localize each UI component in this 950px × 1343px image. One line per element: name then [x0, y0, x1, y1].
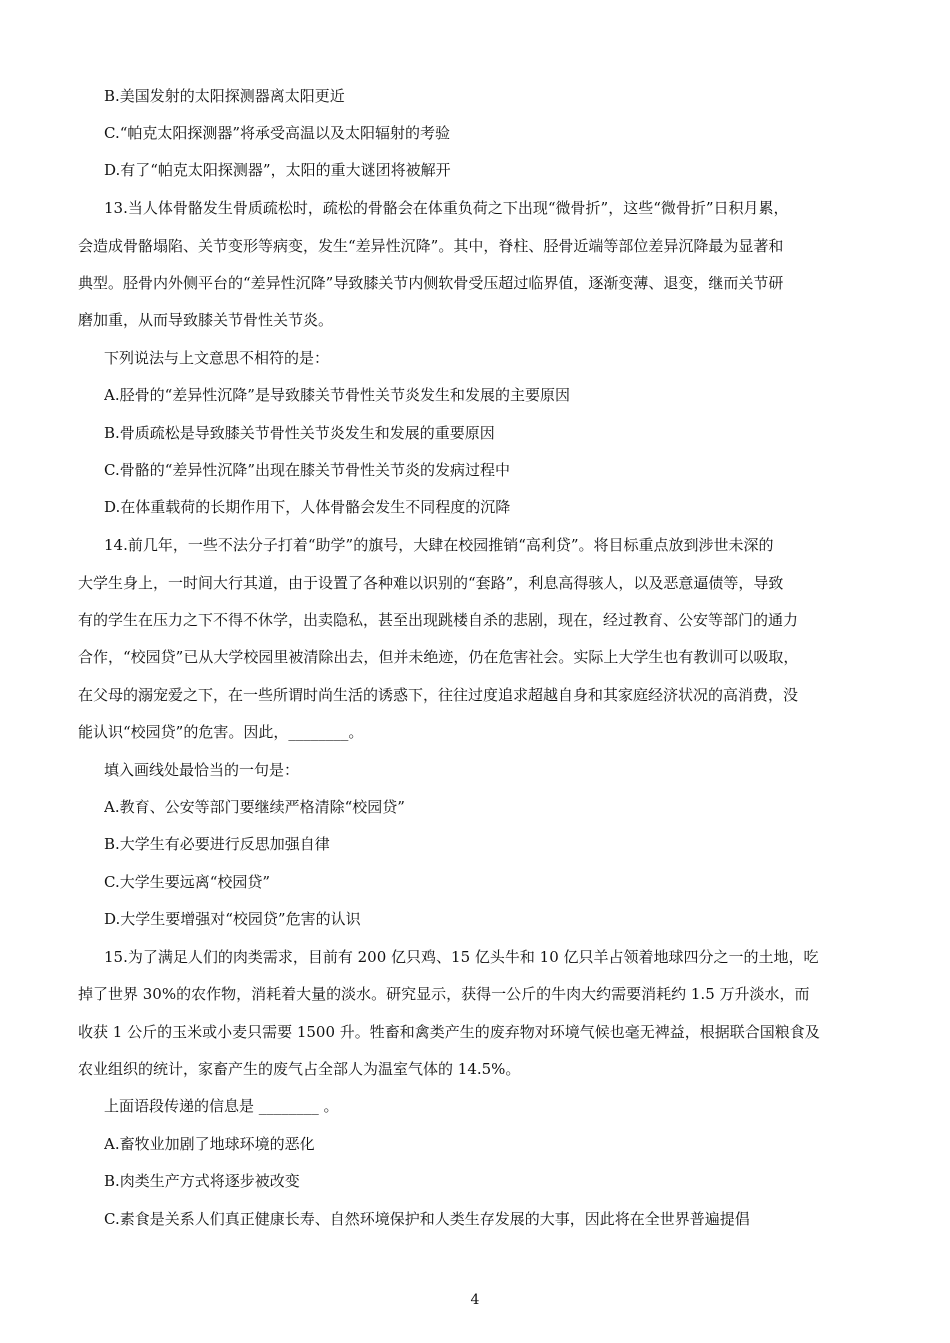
q13-text-line: 会造成骨骼塌陷、关节变形等病变，发生“差异性沉降”。其中，脊柱、胫骨近端等部位差异沉降最为显著和: [78, 237, 784, 255]
option-d-q12: D.有了“帕克太阳探测器”，太阳的重大谜团将被解开: [104, 161, 451, 179]
option-a-q13: A.胫骨的“差异性沉降”是导致膝关节骨性关节炎发生和发展的主要原因: [104, 386, 570, 404]
option-b-q12: B.美国发射的太阳探测器离太阳更近: [104, 87, 345, 105]
q14-text-line: 14.前几年，一些不法分子打着“助学”的旗号，大肆在校园推销“高利贷”。将目标重点放到涉世未深的: [104, 536, 774, 554]
option-a-q15: A.畜牧业加剧了地球环境的恶化: [104, 1135, 315, 1153]
page-number: 4: [470, 1292, 480, 1308]
q13-text-line: 磨加重，从而导致膝关节骨性关节炎。: [78, 311, 334, 329]
q15-text-line: 农业组织的统计，家畜产生的废气占全部人为温室气体的 14.5%。: [78, 1060, 521, 1078]
q13-text-line: 典型。胫骨内外侧平台的“差异性沉降”导致膝关节内侧软骨受压超过临界值，逐渐变薄、退变，继而关节研: [78, 274, 784, 292]
q15-text-line: 收获 1 公斤的玉米或小麦只需要 1500 升。牲畜和禽类产生的废弃物对环境气候也毫无裨益，根据联合国粮食及: [78, 1023, 820, 1041]
q15-text-line: 掉了世界 30%的农作物，消耗着大量的淡水。研究显示，获得一公斤的牛肉大约需要消耗约 1.5 万升淡水，而: [78, 985, 810, 1003]
q14-text-line: 有的学生在压力之下不得不休学，出卖隐私，甚至出现跳楼自杀的悲剧，现在，经过教育、公安等部门的通力: [78, 611, 799, 629]
option-b-q15: B.肉类生产方式将逐步被改变: [104, 1172, 300, 1190]
option-c-q12: C.“帕克太阳探测器”将承受高温以及太阳辐射的考验: [104, 124, 451, 142]
q14-text-line: 能认识“校园贷”的危害。因此，________。: [78, 723, 364, 741]
option-d-q14: D.大学生要增强对“校园贷”危害的认识: [104, 910, 361, 928]
option-a-q14: A.教育、公安等部门要继续严格清除“校园贷”: [104, 798, 405, 816]
q14-text-line: 大学生身上，一时间大行其道，由于设置了各种难以识别的“套路”，利息高得骇人，以及恶意逼债等，导致: [78, 574, 784, 592]
option-c-q14: C.大学生要远离“校园贷”: [104, 873, 271, 891]
q14-prompt: 填入画线处最恰当的一句是：: [104, 761, 300, 779]
q15-text-line: 15.为了满足人们的肉类需求，目前有 200 亿只鸡、15 亿头牛和 10 亿只羊占领着地球四分之一的土地，吃: [104, 948, 819, 966]
q15-prompt: 上面语段传递的信息是 ________ 。: [104, 1097, 339, 1115]
option-b-q13: B.骨质疏松是导致膝关节骨性关节炎发生和发展的重要原因: [104, 424, 495, 442]
option-c-q13: C.骨骼的“差异性沉降”出现在膝关节骨性关节炎的发病过程中: [104, 461, 511, 479]
q13-text-line: 13.当人体骨骼发生骨质疏松时，疏松的骨骼会在体重负荷之下出现“微骨折”，这些“微骨折”日积月累，: [104, 199, 789, 217]
option-c-q15: C.素食是关系人们真正健康长寿、自然环境保护和人类生存发展的大事，因此将在全世界普遍提倡: [104, 1210, 750, 1228]
q14-text-line: 合作，“校园贷”已从大学校园里被清除出去，但并未绝迹，仍在危害社会。实际上大学生也有教训可以吸取，: [78, 648, 799, 666]
q13-prompt: 下列说法与上文意思不相符的是：: [104, 349, 330, 367]
option-b-q14: B.大学生有必要进行反思加强自律: [104, 835, 330, 853]
option-d-q13: D.在体重载荷的长期作用下，人体骨骼会发生不同程度的沉降: [104, 498, 511, 516]
q14-text-line: 在父母的溺宠爱之下，在一些所谓时尚生活的诱惑下，往往过度追求超越自身和其家庭经济状况的高消费，没: [78, 686, 799, 704]
